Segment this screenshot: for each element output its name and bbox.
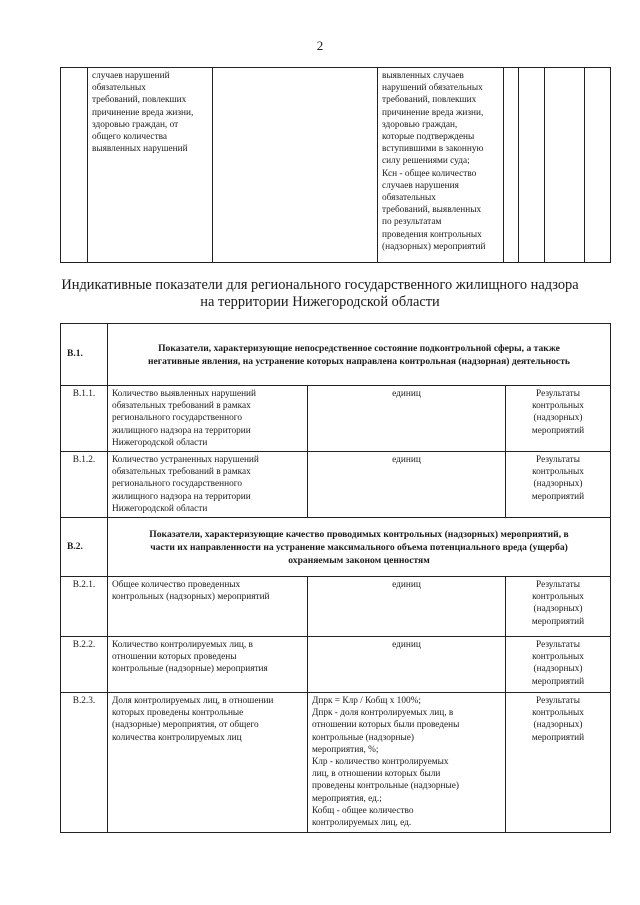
table-row [61, 518, 611, 577]
indicator-source: Результаты контрольных (надзорных) мероприятий [506, 637, 611, 693]
table-row [61, 637, 611, 693]
indicator-name: Количество контролируемых лиц, в отношении которых проведены контрольные (надзорные) мероприятия [108, 637, 308, 693]
indicator-unit: единиц [308, 386, 506, 452]
indicator-source: Результаты контрольных (надзорных) мероприятий [506, 386, 611, 452]
indicator-source: Результаты контрольных (надзорных) мероприятий [506, 577, 611, 637]
indicator-code: В.2.1. [61, 577, 108, 637]
indicator-unit: единиц [308, 452, 506, 518]
indicator-name: Количество устраненных нарушений обязательных требований в рамках регионального государственного жилищного надзора на территории Нижегородской области [108, 452, 308, 518]
cell-empty [585, 68, 611, 263]
indicator-code: В.2. [61, 518, 108, 577]
cell-empty [61, 68, 88, 263]
indicator-formula: Дпрк = Клр / Кобщ х 100%; Дпрк - доля контролируемых лиц, в отношении которых были проведены контрольные (надзорные) мероприятия, %; Клр - количество контролируемых лиц, в отношении которых были проведены контрольные (надзорные) мероприятия, ед.; Кобщ - общее количество контролируемых лиц, ед. [308, 693, 506, 833]
table-row [61, 386, 611, 452]
table-row [61, 452, 611, 518]
indicator-code: В.1.1. [61, 386, 108, 452]
cell-empty [504, 68, 519, 263]
indicator-code: В.1.2. [61, 452, 108, 518]
indicator-name: Доля контролируемых лиц, в отношении которых проведены контрольные (надзорные) мероприятия, от общего количества контролируемых лиц [108, 693, 308, 833]
table-row [61, 693, 611, 833]
indicator-code: В.2.2. [61, 637, 108, 693]
indicator-name: Количество выявленных нарушений обязательных требований в рамках регионального государственного жилищного надзора на территории Нижегородской области [108, 386, 308, 452]
page-number: 2 [316, 38, 324, 53]
indicator-code: В.2.3. [61, 693, 108, 833]
cell-indicator-text: случаев нарушений обязательных требований, повлекших причинение вреда жизни, здоровью граждан, от общего количества выявленных нарушений [88, 68, 213, 263]
indicator-group-title: Показатели, характеризующие качество проводимых контрольных (надзорных) мероприятий, в части их направленности на устранение максимального объема потенциального вреда (ущерба) охраняемым законом ценностям [108, 518, 611, 577]
section-title: Индикативные показатели для регионального государственного жилищного надзора на территории Нижегородской области [61, 277, 579, 310]
cell-empty [519, 68, 545, 263]
cell-empty [213, 68, 378, 263]
table-row [61, 577, 611, 637]
indicator-source: Результаты контрольных (надзорных) мероприятий [506, 693, 611, 833]
indicator-unit: единиц [308, 577, 506, 637]
indicators-table [60, 323, 611, 833]
continuation-table [60, 67, 611, 263]
cell-empty [545, 68, 585, 263]
table-row [61, 324, 611, 386]
cell-formula-text: выявленных случаев нарушений обязательных требований, повлекших причинение вреда жизни, здоровью граждан, которые подтверждены вступившими в законную силу решениями суда; Ксн - общее количество случаев нарушения обязательных требований, выявленных по результатам проведения контрольных (надзорных) мероприятий [378, 68, 504, 263]
indicator-code: В.1. [61, 324, 108, 386]
indicator-group-title: Показатели, характеризующие непосредственное состояние подконтрольной сферы, а также негативные явления, на устранение которых направлена контрольная (надзорная) деятельность [108, 324, 611, 386]
indicator-unit: единиц [308, 637, 506, 693]
indicator-source: Результаты контрольных (надзорных) мероприятий [506, 452, 611, 518]
indicator-name: Общее количество проведенных контрольных (надзорных) мероприятий [108, 577, 308, 637]
